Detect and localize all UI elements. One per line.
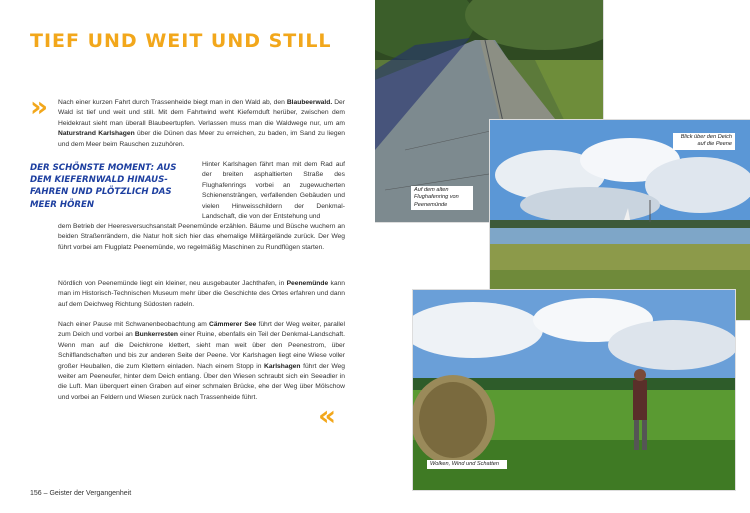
place-blaubeerwald: Blaubeerwald.: [286, 99, 333, 106]
page-footer: 156 – Geister der Vergangenheit: [30, 490, 132, 497]
right-page: [375, 0, 750, 513]
paragraph-3: Nördlich von Peenemünde liegt ein kleiner, neu ausgebauter Jachthafen, in Peenemünde kann man im Historisch-Technischen Museum mehr über die Geschichte des Ortes erfahren und dann auf dem Deichweg Richtung Südosten radeln.: [58, 280, 345, 308]
paragraph-2-bottom: dem Betrieb der Heeresversuchsanstalt Peenemünde erzählen. Bäume und Büsche wuchern an beiden Straßenrändern, die Natur holt sich hier das ehemalige Militärgelände zurück. Der Weg führt vorbei am Flugplatz Peenemünde, wo regelmäßig Maschinen zu Rundflügen starten.: [58, 223, 345, 251]
caption-dike-view: Blick über den Deich auf die Peene: [673, 133, 735, 150]
paragraph-2-top: Hinter Karlshagen fährt man mit dem Rad auf der breiten asphaltierten Straße des Flughafenrings vorbei an zugewucherten Schienensträngen, verfallenden Gebäuden und vielen Hinweisschildern der Denkmal-Landschaft, die von der Entstehung und: [202, 161, 345, 221]
place-karlshagen: Karlshagen: [264, 362, 301, 370]
caption-hay-bale: Wolken, Wind und Schatten: [427, 460, 507, 469]
place-naturstrand: Naturstrand Karlshagen: [58, 130, 135, 138]
caption-old-road: Auf dem alten Flughafenring von Peenemünde: [411, 186, 473, 210]
paragraph-4: Nach einer Pause mit Schwanenbeobachtung am Cämmerer See führt der Weg weiter, parallel zum Deich und vorbei an Bunkerresten einer Ruine, ebenfalls ein Teil der Denkmal-Landschaft. Wenn man auf die Deichkrone klettert, sieht man weit über den Peenestrom, über Schilflandschaften und bis zur anderen Seite der Peene. Vor Karlshagen liegt eine Wiese voller großer Heuballen, die zum Klettern einladen. Nach einem Stopp in Karlshagen führt der Weg weiter am Peeneufer, hinter dem Deich entlang. Über den Wiesen schraubt sich ein Seeadler in die Luft. Man überquert einen Graben auf einer schmalen Brücke, ehe der Weg über Mölschow und vorbei an Feldern und Wiesen zurück nach Trassenheide führt.: [58, 321, 346, 401]
paragraph-1: Nach einer kurzen Fahrt durch Trassenheide biegt man in den Wald ab, den Blaubeerwald. Der Wald ist tief und weit und still. Mit dem Fahrtwind weht Kiefernduft herüber, zwischen dem Heidekraut sieht man überall Blaubeertupfen. Verlassen muss man die Waldwege nur, um am Naturstrand Karlshagen über die Dünen das Meer zu erreichen, zu baden, im Sand zu liegen und dem Meer beim Rauschen zuzuhören.: [58, 99, 346, 148]
quote-open-mark: »: [30, 90, 49, 123]
pull-quote: DER SCHÖNSTE MOMENT: AUS DEM KIEFERNWALD HINAUSFAHREN UND PLÖTZLICH DAS MEER HÖREN: [30, 163, 177, 210]
place-caemmerer-see: Cämmerer See: [209, 321, 257, 328]
chapter-title: TIEF UND WEIT UND STILL: [30, 30, 332, 52]
quote-close-mark: «: [318, 399, 337, 432]
place-bunkerresten: Bunkerresten: [134, 331, 178, 339]
place-peenemuende: Peenemünde: [286, 280, 329, 287]
